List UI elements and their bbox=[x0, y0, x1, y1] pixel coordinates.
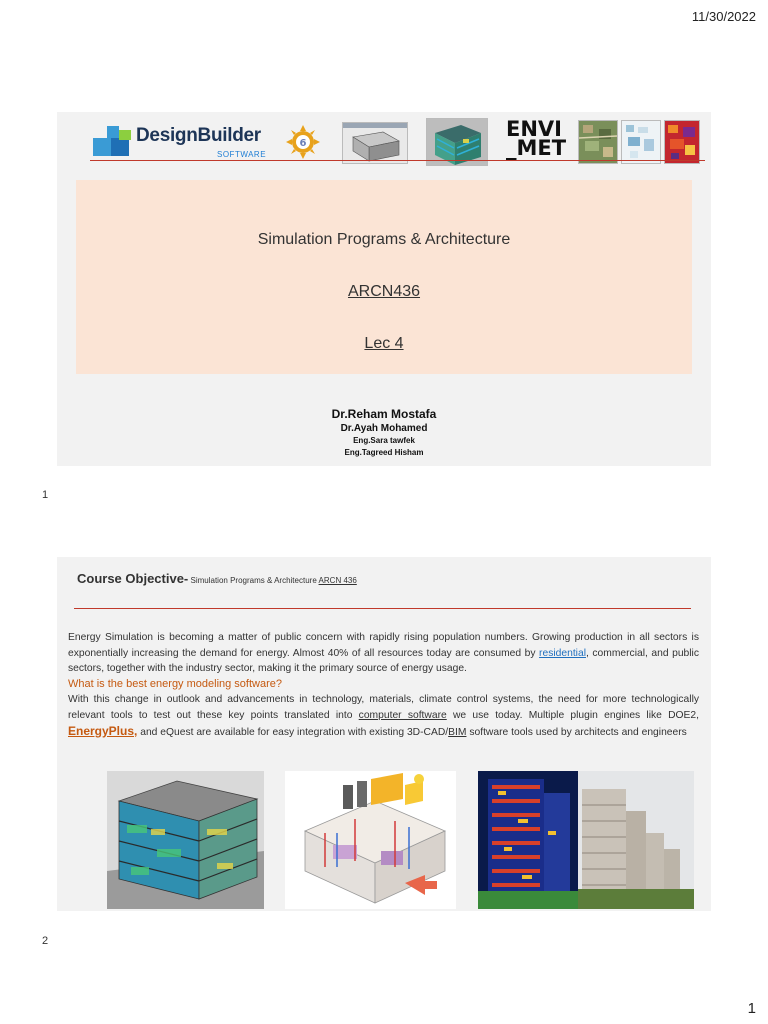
computer-software-link[interactable]: computer software bbox=[358, 709, 447, 721]
building-energy-model-image bbox=[107, 771, 264, 909]
software-screenshot-image bbox=[342, 122, 408, 164]
course-objective-heading: Course Objective- Simulation Programs & Architecture ARCN 436 bbox=[77, 571, 357, 586]
header-divider bbox=[90, 160, 705, 161]
residential-link[interactable]: residential bbox=[539, 647, 586, 659]
question-heading: What is the best energy modeling software? bbox=[68, 677, 283, 690]
energyplus-link[interactable]: EnergyPlus, bbox=[68, 723, 138, 738]
author-name: Dr.Ayah Mohamed bbox=[340, 423, 428, 434]
slide-1 bbox=[57, 112, 711, 466]
designbuilder-sub: SOFTWARE bbox=[217, 150, 267, 159]
objective-body: Energy Simulation is becoming a matter of public concern with rapidly rising population numbers. Growing production in all sectors is exponentially increasing the demand for energy. Almost 40% of all resources today are consumed by residential, commercial, and public sectors, together with the industry sector, making it the primary source of energy usage. What is the best energy modeling software? With this change in outlook and advancements in technology, materials, climate control systems, the need for more technologically relevant tools to test out these key points translated into computer software we use today. Multiple plugin engines like DOE2, EnergyPlus, and eQuest are available for easy integration with existing 3D-CAD/BIM software tools used by architects and engineers bbox=[68, 632, 700, 738]
lecture-number: Lec 4 bbox=[364, 335, 404, 352]
document-page-number: 1 bbox=[747, 1000, 756, 1017]
designbuilder-mark-icon bbox=[93, 126, 133, 158]
heading-divider bbox=[74, 608, 691, 609]
title-box bbox=[76, 180, 692, 374]
slide-page-number: 1 bbox=[42, 489, 49, 501]
envimet-logo: ENVI _MET bbox=[506, 117, 567, 160]
author-name: Eng.Tagreed Hisham bbox=[344, 448, 424, 457]
logo-strip bbox=[90, 118, 705, 166]
thermal-building-image bbox=[426, 118, 488, 166]
urban-map-image-2 bbox=[621, 120, 661, 164]
slide-title: Simulation Programs & Architecture bbox=[257, 231, 511, 248]
thermal-tower-comparison-image bbox=[478, 771, 694, 909]
slide-page-number: 2 bbox=[42, 935, 49, 947]
designbuilder-logo bbox=[90, 120, 270, 164]
date-label: 11/30/2022 bbox=[691, 9, 756, 24]
bim-link[interactable]: BIM bbox=[448, 726, 467, 738]
house-cutaway-diagram-image bbox=[285, 771, 456, 909]
author-name: Eng.Sara tawfek bbox=[353, 436, 415, 445]
course-code: ARCN436 bbox=[347, 283, 421, 300]
urban-map-image-1 bbox=[578, 120, 618, 164]
c6-logo-icon bbox=[285, 124, 321, 160]
slide-2 bbox=[57, 557, 711, 911]
urban-heatmap-image bbox=[664, 120, 700, 164]
author-name: Dr.Reham Mostafa bbox=[331, 407, 437, 421]
designbuilder-name: DesignBuilder bbox=[136, 125, 261, 146]
svg-text:6: 6 bbox=[299, 138, 307, 149]
